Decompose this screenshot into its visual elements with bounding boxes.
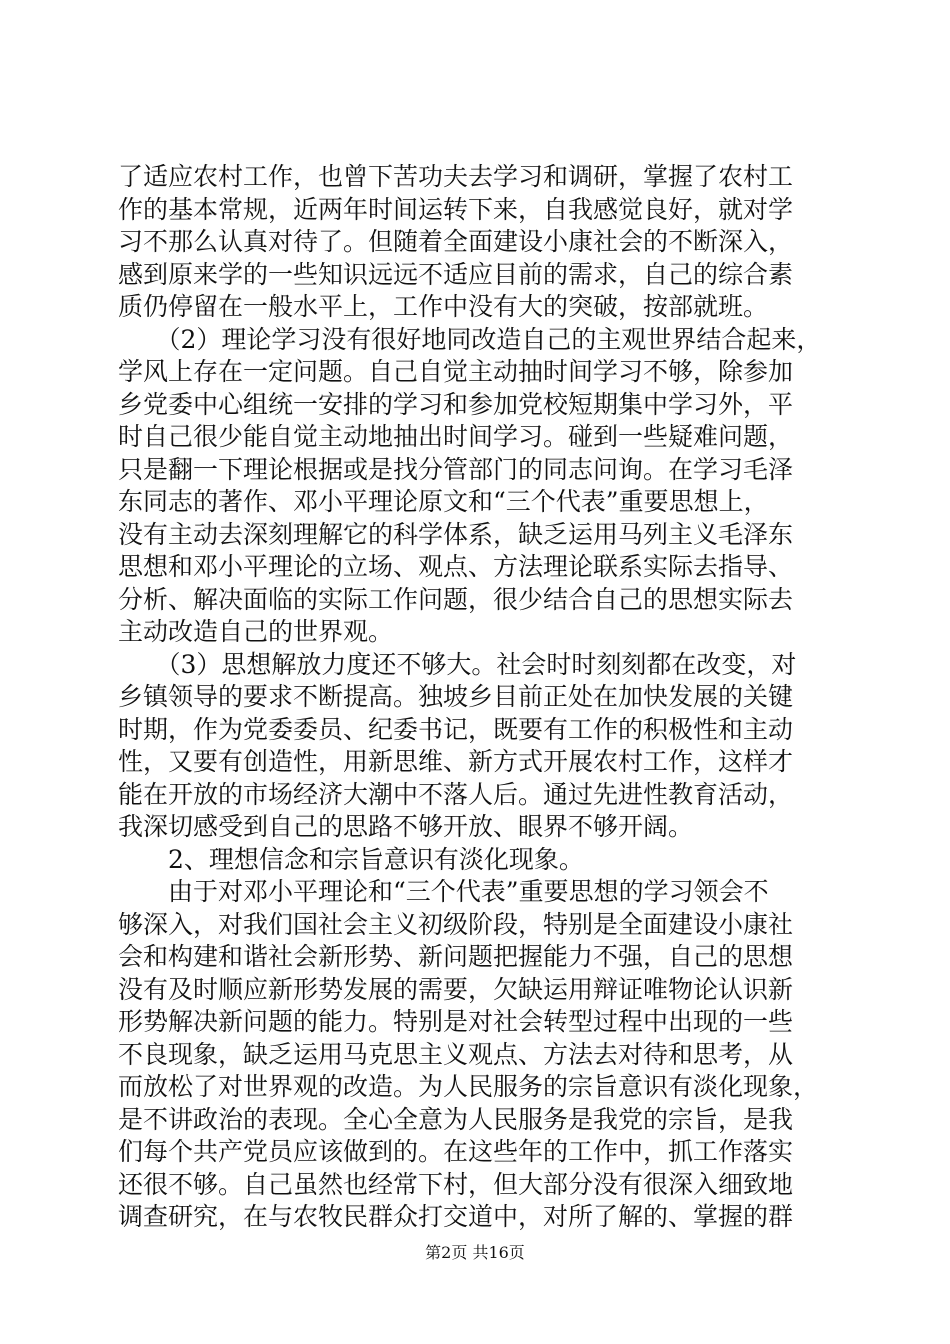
text-line: 没有及时顺应新形势发展的需要，欠缺运用辩证唯物论认识新 bbox=[118, 974, 794, 1004]
text-line: 是不讲政治的表现。全心全意为人民服务是我党的宗旨，是我 bbox=[118, 1104, 794, 1134]
text-line: 没有主动去深刻理解它的科学体系，缺乏运用马列主义毛泽东 bbox=[118, 519, 794, 549]
text-line: 思想和邓小平理论的立场、观点、方法理论联系实际去指导、 bbox=[118, 552, 794, 581]
text-line: 而放松了对世界观的改造。为人民服务的宗旨意识有淡化现象， bbox=[118, 1072, 819, 1101]
text-line: 学风上存在一定问题。自己自觉主动抽时间学习不够，除参加 bbox=[118, 357, 794, 386]
text-line: 质仍停留在一般水平上，工作中没有大的突破，按部就班。 bbox=[118, 292, 769, 321]
text-line: 调查研究，在与农牧民群众打交道中，对所了解的、掌握的群 bbox=[118, 1202, 794, 1231]
text-line: 东同志的著作、邓小平理论原文和“三个代表”重要思想上， bbox=[118, 487, 769, 516]
text-line: （3）思想解放力度还不够大。社会时时刻刻都在改变，对 bbox=[118, 649, 797, 679]
text-line: 习不那么认真对待了。但随着全面建设小康社会的不断深入， bbox=[118, 227, 794, 256]
page-footer: 第2页 共16页 bbox=[425, 1243, 525, 1262]
text-line: 分析、解决面临的实际工作问题，很少结合自己的思想实际去 bbox=[118, 584, 794, 614]
text-line: 能在开放的市场经济大潮中不落人后。通过先进性教育活动， bbox=[118, 779, 794, 809]
text-line: （2）理论学习没有很好地同改造自己的主观世界结合起来， bbox=[118, 324, 822, 354]
text-line: 乡党委中心组统一安排的学习和参加党校短期集中学习外，平 bbox=[118, 389, 794, 419]
text-line: 够深入，对我们国社会主义初级阶段，特别是全面建设小康社 bbox=[118, 909, 794, 939]
text-line: 时期，作为党委委员、纪委书记，既要有工作的积极性和主动 bbox=[118, 714, 794, 744]
text-line: 不良现象，缺乏运用马克思主义观点、方法去对待和思考，从 bbox=[118, 1039, 794, 1069]
text-line: 主动改造自己的世界观。 bbox=[118, 617, 394, 646]
text-line: 我深切感受到自己的思路不够开放、眼界不够开阔。 bbox=[118, 812, 694, 841]
text-line: 形势解决新问题的能力。特别是对社会转型过程中出现的一些 bbox=[118, 1007, 794, 1036]
text-line: 们每个共产党员应该做到的。在这些年的工作中，抓工作落实 bbox=[118, 1137, 794, 1166]
body-text bbox=[118, 161, 848, 1234]
text-line: 会和构建和谐社会新形势、新问题把握能力不强，自己的思想 bbox=[118, 942, 794, 971]
text-line: 作的基本常规，近两年时间运转下来，自我感觉良好，就对学 bbox=[118, 194, 794, 224]
text-line: 了适应农村工作，也曾下苦功夫去学习和调研，掌握了农村工 bbox=[118, 162, 794, 191]
text-line: 由于对邓小平理论和“三个代表”重要思想的学习领会不 bbox=[118, 877, 769, 906]
text-line: 乡镇领导的要求不断提高。独坡乡目前正处在加快发展的关键 bbox=[118, 682, 794, 711]
text-line: 性，又要有创造性，用新思维、新方式开展农村工作，这样才 bbox=[118, 747, 794, 776]
text-line: 2、理想信念和宗旨意识有淡化现象。 bbox=[118, 844, 584, 874]
text-line: 时自己很少能自觉主动地抽出时间学习。碰到一些疑难问题， bbox=[118, 422, 794, 451]
text-line: 还很不够。自己虽然也经常下村，但大部分没有很深入细致地 bbox=[118, 1169, 794, 1199]
text-line: 只是翻一下理论根据或是找分管部门的同志问询。在学习毛泽 bbox=[118, 454, 794, 484]
text-line: 感到原来学的一些知识远远不适应目前的需求，自己的综合素 bbox=[118, 259, 794, 289]
